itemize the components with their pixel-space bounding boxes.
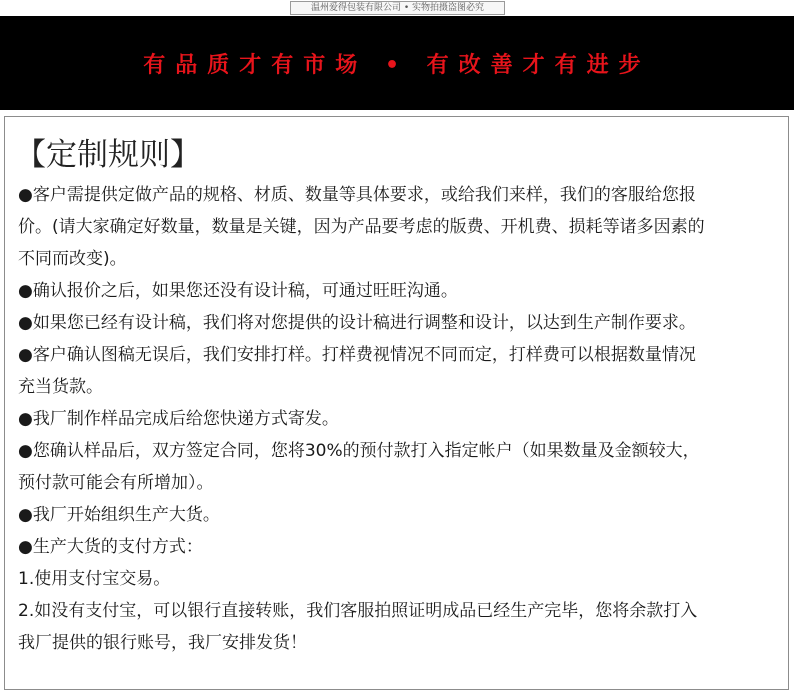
watermark-bar [0,0,794,16]
rule-line: 不同而改变)。 [18,249,127,269]
custom-rules-panel [4,116,789,690]
rule-line: ●客户需提供定做产品的规格、材质、数量等具体要求，或给我们来样，我们的客服给您报 [18,185,696,205]
rule-line: 2.如没有支付宝，可以银行直接转账，我们客服拍照证明成品已经生产完毕，您将余款打入 [18,601,698,621]
rule-line: ●客户确认图稿无误后，我们安排打样。打样费视情况不同而定，打样费可以根据数量情况 [18,345,696,365]
rule-line: 1.使用支付宝交易。 [18,569,171,589]
rule-line: ●生产大货的支付方式： [18,537,203,557]
banner-slogan: 有品质才有市场 • 有改善才有进步 [143,52,651,78]
rules-list [18,179,786,659]
rule-line: 预付款可能会有所增加）。 [18,473,214,493]
rule-line: ●您确认样品后，双方签定合同，您将30%的预付款打入指定帐户（如果数量及金额较大， [18,441,700,461]
section-title: 【定制规则】 [15,137,201,173]
rule-line: ●我厂开始组织生产大货。 [18,505,220,525]
rule-line: 充当货款。 [18,377,103,397]
rule-line: ●我厂制作样品完成后给您快递方式寄发。 [18,409,339,429]
rule-line: ●如果您已经有设计稿，我们将对您提供的设计稿进行调整和设计，以达到生产制作要求。 [18,313,696,333]
copyright-watermark: 温州爱得包装有限公司 • 实物拍摄盗图必究 [290,1,505,15]
slogan-banner [0,16,794,110]
rule-line: 价。(请大家确定好数量，数量是关键，因为产品要考虑的版费、开机费、损耗等诸多因素的 [18,217,705,237]
rule-line: ●确认报价之后，如果您还没有设计稿，可通过旺旺沟通。 [18,281,458,301]
rule-line: 我厂提供的银行账号，我厂安排发货！ [18,633,307,653]
